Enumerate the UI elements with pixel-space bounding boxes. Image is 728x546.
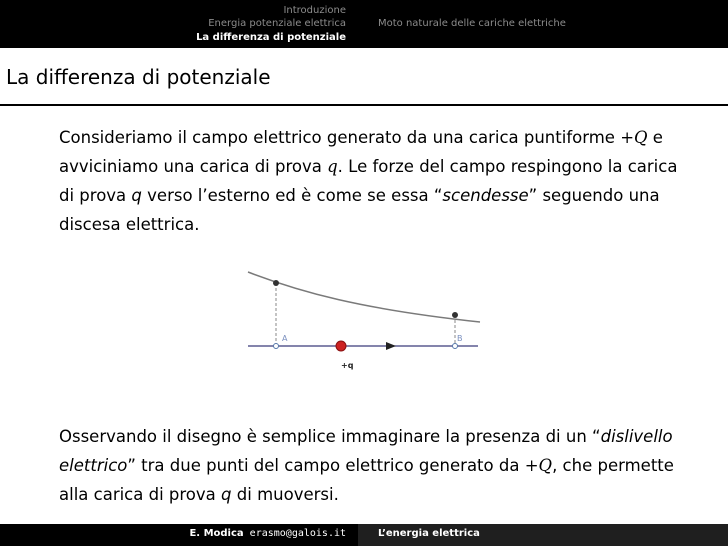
curve-point-b bbox=[452, 312, 458, 318]
footer-author bbox=[189, 528, 346, 539]
frame-title: La differenza di potenziale bbox=[6, 65, 271, 89]
paragraph-observation bbox=[59, 422, 679, 509]
text: Consideriamo il campo elettrico generato da una carica puntiforme bbox=[59, 128, 615, 147]
nav-section-differenza-potenziale[interactable]: La differenza di potenziale bbox=[196, 32, 346, 43]
direction-arrow-icon bbox=[386, 342, 396, 350]
paragraph-intro bbox=[59, 123, 679, 239]
curve-point-a bbox=[273, 280, 279, 286]
nav-section-energia-potenziale[interactable]: Energia potenziale elettrica bbox=[208, 18, 346, 29]
axis-point-b bbox=[453, 344, 458, 349]
emph-q: q bbox=[221, 485, 232, 504]
nav-right-sections bbox=[358, 0, 728, 48]
math-q: q bbox=[327, 157, 338, 176]
footer-title: L’energia elettrica bbox=[378, 528, 480, 539]
text: , che permette alla carica di prova bbox=[59, 456, 674, 504]
footer-title-box bbox=[358, 524, 728, 546]
text: ” seguendo una discesa elettrica. bbox=[59, 186, 660, 234]
label-a: A bbox=[282, 334, 288, 343]
label-charge: +q bbox=[341, 361, 354, 370]
author-email: erasmo@galois.it bbox=[249, 528, 346, 539]
nav-section-moto-naturale[interactable]: Moto naturale delle cariche elettriche bbox=[378, 18, 566, 29]
label-b: B bbox=[457, 334, 463, 343]
emph-dislivello: dislivello elettrico bbox=[59, 427, 673, 475]
text: e avviciniamo una carica di prova bbox=[59, 128, 663, 176]
text: ” tra due punti del campo elettrico generato da bbox=[127, 456, 525, 475]
text: verso l’esterno ed è come se essa “ bbox=[141, 186, 443, 205]
author-name: E. Modica bbox=[189, 528, 244, 539]
frame-title-bar bbox=[0, 48, 728, 106]
text: Osservando il disegno è semplice immaginare la presenza di un “ bbox=[59, 427, 601, 446]
potential-curve bbox=[248, 272, 480, 322]
footer-author-box bbox=[0, 524, 358, 546]
footer-bar bbox=[0, 524, 728, 546]
test-charge bbox=[336, 341, 346, 351]
math-plus-q: +Q bbox=[524, 456, 553, 475]
emph-scendesse: scendesse bbox=[442, 186, 529, 205]
math-plus-q: +Q bbox=[620, 128, 648, 147]
axis-point-a bbox=[274, 344, 279, 349]
potential-figure bbox=[240, 264, 490, 376]
text: . Le forze del campo respingono la carica di prova bbox=[59, 157, 678, 205]
text: di muoversi. bbox=[231, 485, 339, 504]
nav-section-introduzione[interactable]: Introduzione bbox=[283, 5, 346, 16]
nav-sections bbox=[0, 0, 358, 48]
emph-q: q bbox=[131, 186, 142, 205]
navigation-bar bbox=[0, 0, 728, 48]
